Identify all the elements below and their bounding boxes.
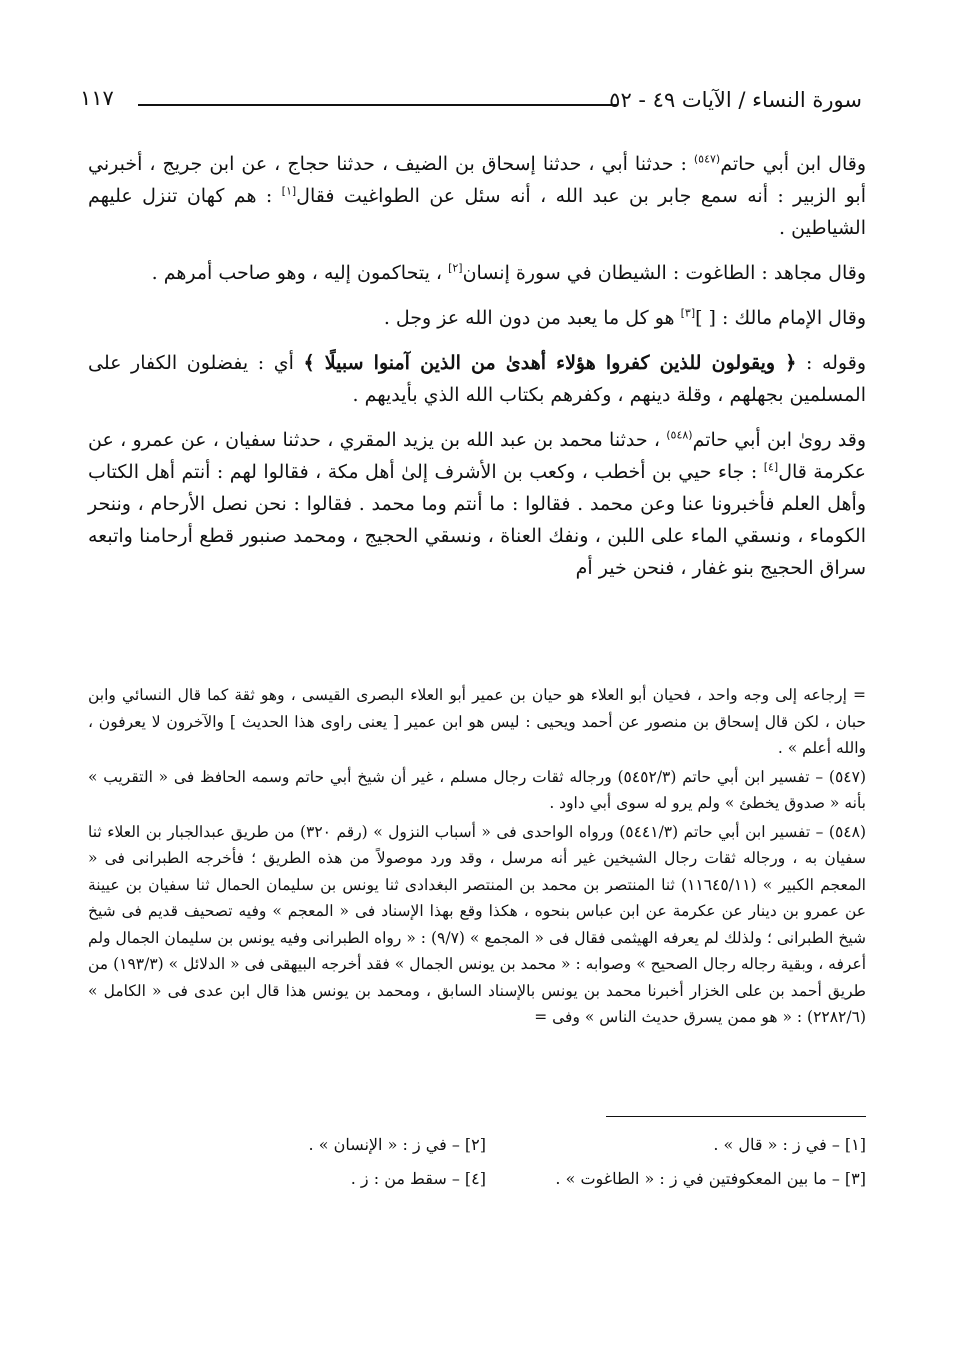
editor-note-ref: [٢] bbox=[448, 261, 463, 275]
paragraph-text: وقوله : bbox=[796, 352, 866, 374]
paragraph-text: وقال مجاهد : الطاغوت : الشيطان في سورة إنسان bbox=[462, 262, 866, 284]
quran-verse: ﴿ ويقولون للذين كفروا هؤلاء أهدىٰ من الذين آمنوا سبيلًا ﴾ bbox=[303, 352, 797, 374]
paragraph-text: هو كل ما يعبد من دون الله عز وجل . bbox=[383, 307, 681, 329]
footnote: = إرجاعه إلى وجه واحد ، فحيان أبو العلاء هو حيان بن عمير أبو العلاء البصرى القيسى ، وهو ثقة كما قال النسائي وابن حبان ، لكن قال إسحاق بن منصور عن أحمد ويحيى : ليس هو ابن عمير [ يعنى راوى هذا الحديث ] والآخرون لا يعرفون ، والله أعلم » . bbox=[88, 686, 866, 757]
footnotes bbox=[88, 682, 866, 1033]
paragraph-text: ، حدثنا محمد بن عبد الله بن يزيد المقري ، حدثنا سفيان ، عن عمرو ، عن عكرمة قال bbox=[88, 429, 866, 483]
editor-notes-row bbox=[88, 1128, 866, 1162]
main-text bbox=[88, 148, 866, 597]
footnote-ref: (٥٤٧) bbox=[693, 152, 721, 166]
paragraph-text: : حدثنا أبي ، حدثنا إسحاق بن الضيف ، حدثنا حجاج ، عن ابن جريج ، أخبرني أبو الزبير : أنه سمع جابر بن عبد الله ، أنه سئل عن الطواغيت فقال bbox=[88, 153, 866, 207]
footnote-divider bbox=[606, 1116, 866, 1117]
running-header bbox=[80, 82, 862, 122]
editor-note-ref: [٣] bbox=[680, 306, 696, 320]
page-number: ١١٧ bbox=[80, 86, 114, 110]
editor-note-ref: [١] bbox=[281, 184, 297, 198]
paragraph-text: : جاء حيي بن أخطب ، وكعب بن الأشرف إلىٰ أهل مكة ، فقالوا لهم : أنتم أهل الكتاب وأهل العلم فأخبرونا عنا وعن محمد . فقالوا : ما أنتم وما محمد . فقالوا : نحن نصل الأرحام ، وننحر الكوماء ، ونسقي الماء على اللبن ، ونفك العناة ، ونسقي الحجيج ، ومحمد صنبور قطع أرحامنا واتبعه سراق الحجيج بنو غفار ، فنحن خير أم bbox=[88, 461, 866, 579]
editor-note: [٢] – في ز : « الإنسان » . bbox=[308, 1135, 486, 1154]
paragraph bbox=[88, 302, 866, 334]
paragraph-text: أي : يفضلون الكفار على المسلمين بجهلهم ، وقلة دينهم ، وكفرهم بكتاب الله الذي بأيديهم . bbox=[88, 352, 866, 406]
editor-note: [١] – في ز : « قال » . bbox=[713, 1135, 866, 1154]
paragraph-text: وقد روىٰ ابن أبي حاتم bbox=[692, 429, 866, 451]
editor-notes-row bbox=[88, 1162, 866, 1196]
paragraph bbox=[88, 347, 866, 411]
footnote-ref: (٥٤٨) bbox=[666, 428, 693, 442]
editor-note-ref: [٤] bbox=[763, 460, 779, 474]
header-rule bbox=[138, 104, 617, 106]
footnote: (٥٤٨) – تفسير ابن أبي حاتم (٥٤٤١/٣) ورواه الواحدى فى « أسباب النزول » (رقم ٣٢٠) من طريق عبدالجبار بن العلاء ثنا سفيان به ، ورجاله ثقات رجال الشيخين غير أنه مرسل ، وقد ورد موصولاً من هذه الطريق ؛ فأخرجه الطبرانى فى « المعجم الكبير » (١١٦٤٥/١١) ثنا المنتصر بن محمد بن المنتصر البغدادى ثنا يونس بن سليمان الحمال ثنا سفيان بن عيينة عن عمرو بن دينار عن عكرمة عن ابن عباس بنحوه ، هكذا وقع بهذا الإسناد فى « المعجم » وفيه تصحيف قديم فى شيخ شيخ الطبرانى ؛ ولذلك لم يعرفه الهيثمى فقال فى « المجمع » (٩/٧) : « رواه الطبرانى وفيه يونس بن سليمان الجمال ولم أعرفه ، وبقية رجاله رجال الصحيح » وصوابه : « محمد بن يونس الجمال » فقد أخرجه البيهقى فى « الدلائل » (١٩٣/٣) من طريق أحمد بن على الخزار أخبرنا محمد بن يونس بالإسناد السابق ، ومحمد بن يونس هذا قال ابن عدى فى « الكامل » (٢٢٨٢/٦) : « هو ممن يسرق حديث الناس » وفى = bbox=[88, 822, 867, 1026]
paragraph bbox=[88, 148, 866, 244]
paragraph bbox=[88, 424, 866, 584]
editor-note: [٤] – سقط من : ز . bbox=[350, 1169, 486, 1188]
editor-note: [٣] – ما بين المعكوفتين في ز : « الطاغوت » . bbox=[555, 1169, 866, 1188]
footnote: (٥٤٧) – تفسير ابن أبي حاتم (٥٤٥٢/٣) ورجاله ثقات رجال مسلم ، غير أن شيخ أبي حاتم وسمه الحافظ فى « التقريب » بأنه « صدوق يخطئ » ولم يرو له سوى أبي داود . bbox=[88, 767, 866, 812]
paragraph-text: ، يتحاكمون إليه ، وهو صاحب أمرهم . bbox=[151, 262, 449, 284]
header-title: سورة النساء / الآيات ٤٩ - ٥٢ bbox=[609, 88, 862, 112]
paragraph-text: وقال ابن أبي حاتم bbox=[720, 153, 866, 175]
editor-notes bbox=[88, 1128, 866, 1196]
paragraph bbox=[88, 257, 866, 289]
paragraph-text: : هم كهان تنزل عليهم الشياطين . bbox=[88, 185, 866, 239]
paragraph-text: وقال الإمام مالك : [ ] bbox=[695, 307, 866, 329]
